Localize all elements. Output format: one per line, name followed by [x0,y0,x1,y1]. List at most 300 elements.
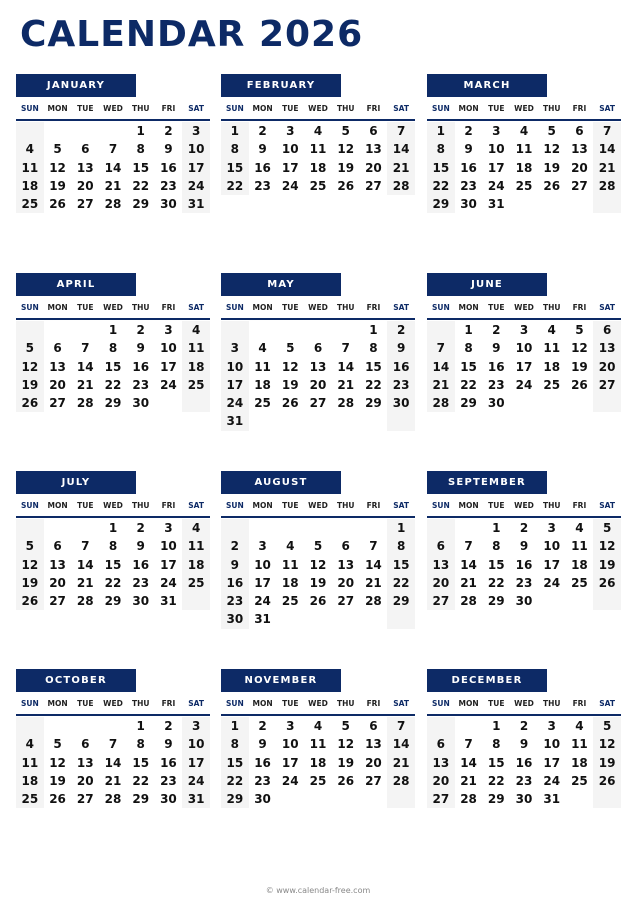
day-cell: 10 [182,140,210,158]
day-cell: 25 [571,575,588,590]
month-header: SEPTEMBER [427,471,547,494]
day-cell: 4 [575,719,584,733]
day-cell: 26 [309,594,327,609]
day-cell: 22 [487,773,505,788]
day-cell: 14 [104,160,122,175]
day-cell: 18 [16,772,44,790]
weekday-label: SUN [431,303,450,312]
weekday-label: TUE [282,699,299,708]
day-cell: 15 [460,359,477,374]
day-cell: 10 [254,557,271,572]
day-cell: 25 [182,574,210,592]
day-grid [16,122,210,213]
day-cell: 27 [365,773,382,788]
day-cell: 30 [132,396,150,411]
day-cell: 2 [519,719,529,733]
day-cell: 6 [341,539,350,554]
day-cell: 6 [313,341,323,356]
day-cell: 22 [487,575,505,590]
weekday-label: WED [103,303,123,312]
empty-cell [332,412,360,430]
day-cell: 19 [49,178,66,193]
weekday-label: TUE [282,104,299,113]
day-cell: 20 [365,755,382,770]
day-cell: 21 [104,178,122,193]
day-cell: 12 [337,737,355,752]
weekday-label: WED [514,501,534,510]
day-cell: 24 [543,773,561,788]
day-cell: 20 [49,377,66,392]
empty-cell [249,519,277,537]
day-cell: 17 [543,755,561,770]
day-cell: 30 [515,792,533,807]
empty-cell [360,610,388,628]
weekday-label: MON [252,104,273,113]
day-grid [427,321,621,412]
day-cell: 9 [136,341,145,356]
day-cell: 7 [81,539,90,554]
empty-cell [360,519,388,537]
day-cell: 7 [341,341,350,356]
day-cell: 7 [387,717,415,735]
day-cell: 27 [76,197,94,212]
day-cell: 9 [164,142,173,157]
day-cell: 15 [487,557,505,572]
empty-cell [455,717,483,735]
day-cell: 8 [136,737,145,752]
day-cell: 11 [16,159,44,177]
day-cell: 13 [49,557,66,572]
day-cell: 23 [515,773,533,788]
day-cell: 30 [221,610,249,628]
day-cell: 27 [309,396,327,411]
empty-cell [566,592,594,610]
weekday-label: MON [458,104,479,113]
weekday-label: THU [542,699,561,708]
empty-cell [566,394,594,412]
month-header: APRIL [16,273,136,296]
day-cell: 14 [460,755,477,770]
day-cell: 29 [132,792,150,807]
day-cell: 29 [487,594,505,609]
weekday-label: FRI [161,501,176,510]
day-cell: 20 [309,377,327,392]
day-cell: 8 [464,341,473,356]
day-cell: 31 [221,412,249,430]
day-cell: 8 [492,539,501,554]
day-cell: 22 [104,575,122,590]
weekday-label: SAT [599,303,615,312]
empty-cell [276,519,304,537]
empty-cell [593,195,621,213]
day-cell: 8 [427,140,455,158]
day-cell: 7 [108,142,118,157]
day-cell: 17 [281,160,299,175]
weekday-label: THU [336,699,355,708]
day-cell: 31 [160,594,177,609]
day-cell: 13 [427,556,455,574]
empty-cell [276,412,304,430]
weekday-label: TUE [282,501,299,510]
empty-cell [44,519,72,537]
weekday-label: SAT [393,699,409,708]
weekday-label: THU [542,104,561,113]
day-cell: 26 [593,574,621,592]
day-cell: 2 [258,719,267,733]
day-cell: 8 [221,735,249,753]
day-cell: 13 [309,359,327,374]
day-cell: 2 [221,537,249,555]
day-cell: 14 [104,755,122,770]
day-cell: 3 [182,122,210,140]
day-cell: 8 [369,341,378,356]
day-cell: 25 [515,178,533,193]
day-cell: 25 [254,396,271,411]
weekday-row [427,496,621,518]
weekday-label: THU [131,501,150,510]
day-cell: 30 [487,396,505,411]
day-cell: 21 [365,575,382,590]
day-cell: 6 [575,124,584,138]
day-cell: 21 [593,159,621,177]
day-cell: 14 [387,735,415,753]
day-cell: 4 [286,539,295,554]
day-cell: 14 [337,359,355,374]
day-cell: 6 [81,737,90,752]
empty-cell [304,790,332,808]
day-cell: 11 [515,142,533,157]
day-cell: 13 [49,359,66,374]
empty-cell [182,592,210,610]
empty-cell [360,412,388,430]
weekday-label: SUN [225,303,244,312]
weekday-label: TUE [488,699,505,708]
day-cell: 12 [16,358,44,376]
day-cell: 20 [76,178,94,193]
day-cell: 1 [136,124,145,138]
day-cell: 20 [49,575,66,590]
weekday-label: SUN [20,104,39,113]
month-april [16,273,210,412]
day-cell: 22 [460,377,477,392]
day-cell: 30 [160,792,177,807]
day-cell: 18 [182,556,210,574]
day-cell: 3 [164,323,173,337]
day-cell: 4 [16,140,44,158]
weekday-label: THU [336,104,355,113]
day-cell: 2 [136,323,145,337]
empty-cell [332,610,360,628]
day-cell: 1 [492,719,501,733]
day-cell: 3 [519,323,529,337]
day-cell: 25 [543,377,561,392]
day-cell: 8 [108,539,118,554]
day-cell: 2 [164,719,173,733]
day-cell: 30 [160,197,177,212]
weekday-row [427,298,621,320]
day-cell: 9 [258,737,267,752]
day-cell: 18 [16,177,44,195]
day-cell: 14 [387,140,415,158]
empty-cell [332,790,360,808]
weekday-label: TUE [488,501,505,510]
weekday-label: TUE [77,501,94,510]
day-cell: 11 [543,341,561,356]
day-cell: 22 [221,772,249,790]
day-cell: 18 [254,377,271,392]
weekday-label: TUE [282,303,299,312]
day-grid [427,519,621,610]
day-cell: 2 [164,124,173,138]
day-cell: 24 [281,773,299,788]
day-cell: 19 [309,575,327,590]
day-cell: 29 [132,197,150,212]
day-cell: 7 [108,737,118,752]
day-cell: 8 [108,341,118,356]
day-cell: 28 [427,394,455,412]
day-cell: 10 [515,341,533,356]
empty-cell [538,195,566,213]
day-cell: 9 [136,539,145,554]
day-cell: 28 [337,396,355,411]
day-cell: 10 [182,735,210,753]
day-grid [427,122,621,213]
weekday-label: SUN [431,501,450,510]
day-cell: 30 [132,594,150,609]
day-cell: 11 [309,142,327,157]
day-cell: 8 [221,140,249,158]
day-cell: 13 [365,737,382,752]
empty-cell [44,321,72,339]
day-cell: 24 [254,594,271,609]
day-cell: 6 [81,142,90,157]
day-cell: 9 [387,339,415,357]
day-cell: 18 [309,160,327,175]
empty-cell [155,394,183,412]
weekday-label: SAT [393,303,409,312]
weekday-label: TUE [77,104,94,113]
day-cell: 10 [543,737,561,752]
weekday-label: WED [308,699,328,708]
day-cell: 26 [337,178,355,193]
weekday-row [16,694,210,716]
day-cell: 26 [281,396,299,411]
day-cell: 4 [313,124,323,138]
day-cell: 11 [281,557,299,572]
weekday-row [427,694,621,716]
weekday-label: TUE [488,303,505,312]
month-header: MAY [221,273,341,296]
empty-cell [71,519,99,537]
empty-cell [304,519,332,537]
weekday-label: FRI [572,699,587,708]
day-cell: 10 [487,142,505,157]
empty-cell [387,610,415,628]
empty-cell [538,394,566,412]
day-cell: 2 [519,521,529,535]
day-cell: 7 [387,122,415,140]
month-header: DECEMBER [427,669,547,692]
weekday-row [221,694,415,716]
weekday-label: SUN [20,303,39,312]
day-cell: 12 [16,556,44,574]
month-january [16,74,210,213]
empty-cell [16,122,44,140]
day-cell: 22 [427,177,455,195]
day-cell: 28 [593,177,621,195]
month-header: JANUARY [16,74,136,97]
month-november [221,669,415,808]
day-cell: 1 [387,519,415,537]
day-cell: 19 [571,359,588,374]
weekday-label: MON [252,303,273,312]
day-cell: 4 [547,323,556,337]
empty-cell [276,610,304,628]
day-cell: 26 [16,394,44,412]
weekday-label: THU [542,303,561,312]
empty-cell [510,394,538,412]
day-cell: 21 [76,575,94,590]
day-cell: 30 [515,594,533,609]
weekday-row [427,99,621,121]
weekday-label: FRI [161,104,176,113]
day-grid [427,717,621,808]
day-cell: 27 [49,396,66,411]
weekday-label: FRI [366,104,381,113]
empty-cell [304,610,332,628]
day-cell: 6 [369,124,378,138]
day-cell: 31 [182,790,210,808]
empty-cell [427,717,455,735]
day-cell: 28 [104,792,122,807]
day-cell: 3 [221,339,249,357]
day-cell: 28 [460,594,477,609]
day-cell: 26 [543,178,561,193]
day-cell: 10 [281,737,299,752]
day-cell: 27 [427,592,455,610]
month-header: NOVEMBER [221,669,341,692]
day-cell: 27 [571,178,588,193]
day-cell: 15 [132,160,150,175]
day-cell: 1 [492,521,501,535]
empty-cell [332,321,360,339]
day-cell: 14 [76,557,94,572]
day-cell: 26 [49,197,66,212]
day-cell: 21 [387,159,415,177]
day-cell: 21 [104,773,122,788]
day-cell: 5 [53,737,62,752]
day-cell: 31 [487,197,505,212]
weekday-label: WED [308,303,328,312]
empty-cell [221,519,249,537]
day-cell: 2 [258,124,267,138]
weekday-label: FRI [366,501,381,510]
day-cell: 5 [313,539,323,554]
day-cell: 7 [369,539,378,554]
day-cell: 6 [369,719,378,733]
day-cell: 16 [160,755,177,770]
day-cell: 4 [575,521,584,535]
weekday-label: SAT [188,303,204,312]
day-cell: 23 [132,575,150,590]
day-cell: 28 [76,594,94,609]
empty-cell [427,519,455,537]
day-cell: 4 [182,321,210,339]
day-cell: 25 [16,790,44,808]
day-cell: 29 [387,592,415,610]
weekday-label: FRI [161,699,176,708]
day-cell: 23 [160,773,177,788]
day-cell: 9 [492,341,501,356]
day-cell: 15 [104,359,122,374]
empty-cell [249,321,277,339]
day-cell: 28 [104,197,122,212]
day-cell: 27 [593,376,621,394]
day-cell: 17 [182,754,210,772]
day-cell: 2 [136,521,145,535]
day-cell: 24 [160,377,177,392]
weekday-row [16,99,210,121]
day-cell: 1 [369,323,378,337]
day-cell: 17 [515,359,533,374]
weekday-row [221,99,415,121]
weekday-label: MON [47,303,68,312]
day-cell: 21 [337,377,355,392]
month-june [427,273,621,412]
day-cell: 27 [337,594,355,609]
empty-cell [44,717,72,735]
empty-cell [16,321,44,339]
day-cell: 17 [221,376,249,394]
empty-cell [276,321,304,339]
day-grid [16,519,210,610]
day-cell: 22 [221,177,249,195]
weekday-label: SUN [431,104,450,113]
day-grid [221,717,415,808]
day-cell: 18 [543,359,561,374]
day-cell: 16 [254,160,271,175]
day-cell: 14 [460,557,477,572]
day-cell: 16 [515,755,533,770]
day-cell: 15 [365,359,382,374]
day-cell: 6 [53,341,62,356]
empty-cell [221,321,249,339]
day-cell: 14 [593,140,621,158]
day-cell: 5 [341,719,350,733]
day-cell: 19 [337,755,355,770]
day-cell: 24 [515,377,533,392]
day-cell: 8 [387,537,415,555]
empty-cell [332,519,360,537]
day-cell: 16 [254,755,271,770]
day-cell: 5 [341,124,350,138]
weekday-label: SUN [431,699,450,708]
day-cell: 16 [160,160,177,175]
day-cell: 8 [136,142,145,157]
day-cell: 10 [281,142,299,157]
day-cell: 10 [160,539,177,554]
day-cell: 17 [254,575,271,590]
weekday-label: WED [308,104,328,113]
day-cell: 21 [460,773,477,788]
day-cell: 29 [365,396,382,411]
day-cell: 3 [547,521,556,535]
empty-cell [182,394,210,412]
day-cell: 15 [427,159,455,177]
day-cell: 31 [254,612,271,627]
empty-cell [566,790,594,808]
day-cell: 21 [387,754,415,772]
